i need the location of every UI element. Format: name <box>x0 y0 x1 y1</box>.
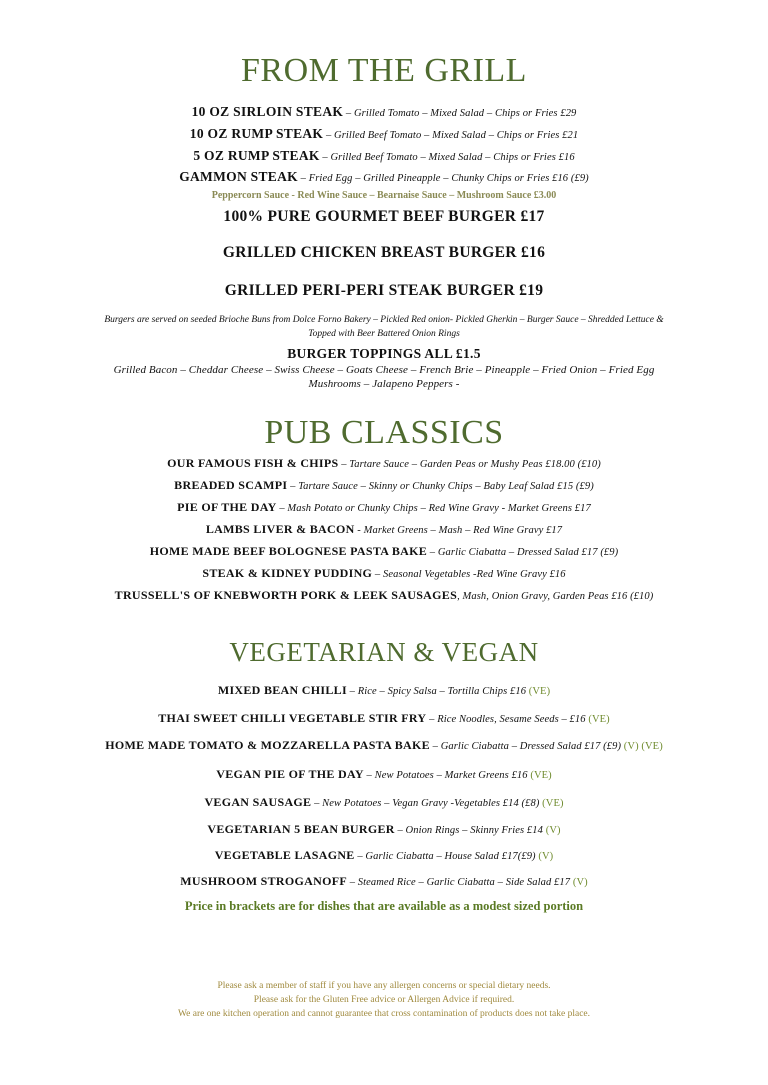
menu-item <box>10 822 758 837</box>
item-name: VEGAN SAUSAGE <box>204 795 312 809</box>
item-name: TRUSSELL'S OF KNEBWORTH PORK & LEEK SAUSAGES <box>114 588 458 602</box>
item-desc: – Garlic Ciabatta – Dressed Salad £17 (£9) <box>429 741 624 752</box>
item-desc: – Garlic Ciabatta – Dressed Salad £17 (£9) <box>427 547 619 558</box>
burger-item: GRILLED PERI-PERI STEAK BURGER £19 <box>224 282 544 299</box>
item-desc: – Seasonal Vegetables -Red Wine Gravy £16 <box>372 569 566 580</box>
item-name: VEGETARIAN 5 BEAN BURGER <box>207 822 395 836</box>
menu-item <box>10 738 758 753</box>
veg-title: VEGETARIAN & VEGAN <box>229 637 539 667</box>
diet-tag: (VE) <box>542 798 564 809</box>
menu-item <box>10 848 758 863</box>
classics-title: PUB CLASSICS <box>264 414 504 451</box>
item-desc: – Steamed Rice – Garlic Ciabatta – Side Salad £17 <box>346 877 573 888</box>
diet-tag: (VE) <box>528 686 551 697</box>
item-desc: – Tartare Sauce – Skinny or Chunky Chips – Baby Leaf Salad £15 (£9) <box>287 481 594 492</box>
menu-item <box>10 126 758 142</box>
item-name: 10 OZ SIRLOIN STEAK <box>191 104 344 119</box>
item-desc: – Onion Rings – Skinny Fries £14 <box>394 825 546 836</box>
allergen-footer <box>140 979 628 1021</box>
toppings-title: BURGER TOPPINGS ALL £1.5 <box>287 346 481 361</box>
item-desc: – Grilled Beef Tomato – Mixed Salad – Chips or Fries £21 <box>323 130 579 141</box>
diet-tag: (VE) <box>530 770 552 781</box>
menu-item <box>10 795 758 810</box>
item-desc: , Mash, Onion Gravy, Garden Peas £16 (£10) <box>457 591 654 602</box>
item-desc: – Tartare Sauce – Garden Peas or Mushy Peas £18.00 (£10) <box>338 459 601 470</box>
toppings-list: Grilled Bacon – Cheddar Cheese – Swiss Cheese – Goats Cheese – French Brie – Pineapple – Fried Onion – Fried Egg <box>113 364 655 376</box>
item-name: LAMBS LIVER & BACON <box>205 522 355 536</box>
footer-line: We are one kitchen operation and cannot guarantee that cross contamination of products does not take place. <box>177 1009 591 1019</box>
diet-tag: (VE) <box>588 714 610 725</box>
menu-item <box>10 478 758 493</box>
diet-tag: (V) <box>572 877 588 888</box>
item-name: VEGAN PIE OF THE DAY <box>216 767 364 781</box>
item-name: 10 OZ RUMP STEAK <box>189 126 324 141</box>
menu-item <box>10 104 758 120</box>
item-name: STEAK & KIDNEY PUDDING <box>202 566 373 580</box>
menu-item <box>10 522 758 537</box>
menu-item <box>10 588 758 603</box>
menu-item <box>10 767 758 782</box>
item-desc: – Grilled Tomato – Mixed Salad – Chips or Fries £29 <box>343 108 577 119</box>
menu-item <box>10 711 758 726</box>
item-name: VEGETABLE LASAGNE <box>214 848 355 862</box>
item-desc: - Market Greens – Mash – Red Wine Gravy £17 <box>354 525 563 536</box>
item-name: BREADED SCAMPI <box>174 478 288 492</box>
item-name: 5 OZ RUMP STEAK <box>193 148 320 163</box>
menu-item <box>10 874 758 889</box>
item-name: OUR FAMOUS FISH & CHIPS <box>167 456 339 470</box>
toppings-list: Mushrooms – Jalapeno Peppers - <box>308 378 460 390</box>
sauce-options: Peppercorn Sauce - Red Wine Sauce – Bearnaise Sauce – Mushroom Sauce £3.00 <box>211 190 557 201</box>
menu-item <box>10 500 758 515</box>
item-name: MIXED BEAN CHILLI <box>217 683 347 697</box>
item-desc: – New Potatoes – Vegan Gravy -Vegetables £14 (£8) <box>311 798 543 809</box>
burger-item: 100% PURE GOURMET BEEF BURGER £17 <box>223 208 545 225</box>
item-desc: – Rice Noodles, Sesame Seeds – £16 <box>426 714 589 725</box>
menu-item <box>10 683 758 698</box>
item-name: HOME MADE BEEF BOLOGNESE PASTA BAKE <box>149 544 428 558</box>
item-name: GAMMON STEAK <box>179 169 298 184</box>
item-desc: – Mash Potato or Chunky Chips – Red Wine Gravy - Market Greens £17 <box>276 503 591 514</box>
item-name: THAI SWEET CHILLI VEGETABLE STIR FRY <box>158 711 427 725</box>
item-desc: – Fried Egg – Grilled Pineapple – Chunky Chips or Fries £16 (£9) <box>297 173 589 184</box>
burger-note: Topped with Beer Battered Onion Rings <box>308 329 460 339</box>
footer-line: Please ask for the Gluten Free advice or Allergen Advice if required. <box>253 995 515 1005</box>
menu-item <box>10 169 758 185</box>
diet-tag: (V) (VE) <box>623 741 663 752</box>
item-desc: – Grilled Beef Tomato – Mixed Salad – Chips or Fries £16 <box>319 152 575 163</box>
menu-item <box>10 456 758 471</box>
item-desc: – Garlic Ciabatta – House Salad £17(£9) <box>354 851 539 862</box>
item-name: MUSHROOM STROGANOFF <box>180 874 347 888</box>
burger-item: GRILLED CHICKEN BREAST BURGER £16 <box>222 244 546 261</box>
portion-note: Price in brackets are for dishes that are available as a modest sized portion <box>184 899 584 913</box>
footer-line: Please ask a member of staff if you have any allergen concerns or special dietary needs. <box>217 981 551 991</box>
item-name: PIE OF THE DAY <box>177 500 277 514</box>
diet-tag: (V) <box>545 825 561 836</box>
item-desc: – Rice – Spicy Salsa – Tortilla Chips £16 <box>346 686 529 697</box>
item-name: HOME MADE TOMATO & MOZZARELLA PASTA BAKE <box>105 738 430 752</box>
grill-title: FROM THE GRILL <box>241 52 527 89</box>
menu-item <box>10 566 758 581</box>
burger-note: Burgers are served on seeded Brioche Buns from Dolce Forno Bakery – Pickled Red onion- Pickled Gherkin – Burger Sauce – Shredded Lettuce & <box>104 315 664 325</box>
item-desc: – New Potatoes – Market Greens £16 <box>363 770 531 781</box>
menu-item <box>10 148 758 164</box>
menu-item <box>10 544 758 559</box>
diet-tag: (V) <box>538 851 554 862</box>
